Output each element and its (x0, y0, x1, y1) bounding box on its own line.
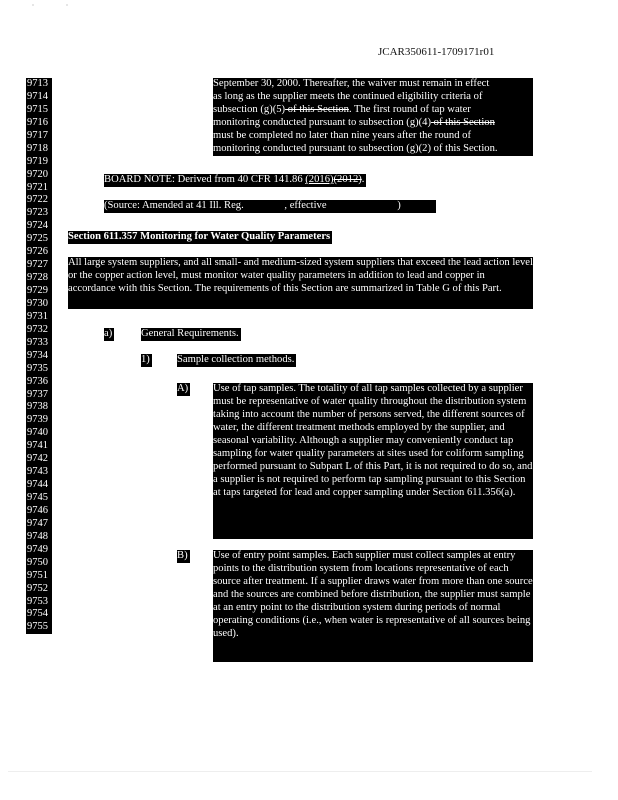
subsection-a-title: General Requirements. (141, 328, 239, 339)
line-number: 9746 (27, 504, 48, 516)
line-number: 9733 (27, 336, 48, 348)
line-number: 9726 (27, 246, 48, 258)
line-number: 9722 (27, 194, 48, 206)
line-number: 9744 (27, 479, 48, 491)
line-number: 9736 (27, 375, 48, 387)
line-number: 9751 (27, 569, 48, 581)
line-number: 9721 (27, 181, 48, 193)
line-number: 9730 (27, 297, 48, 309)
line-number: 9716 (27, 116, 48, 128)
line-number: 9729 (27, 285, 48, 296)
waiver-line (213, 117, 533, 130)
line-number: 9754 (27, 608, 48, 620)
subsection-1-title: Sample collection methods. (177, 354, 295, 365)
line-number: 9732 (27, 323, 48, 335)
subsection-a-label: a) (104, 328, 113, 339)
line-number: 9739 (27, 414, 48, 426)
document-id-header: JCAR350611-1709171r01 (378, 46, 495, 58)
line-number: 9731 (27, 310, 48, 322)
line-number: 9720 (27, 168, 48, 180)
line-number: 9740 (27, 427, 48, 439)
line-number: 9735 (27, 362, 48, 374)
subsection-B-text: Use of entry point samples. Each supplier must collect samples at entry points to the distribution system from locations representative of each source after treatment. If a supplier draws water from more than one source and the sources are combined before distribution, the supplier must sample at an entry point to the distribution system during periods of normal operating conditions (i.e., when water is representative of all sources being used). (213, 550, 533, 662)
waiver-line: must be completed no later than nine years after the round of (213, 129, 471, 141)
board-note-end: . (361, 174, 365, 185)
line-number: 9755 (27, 621, 48, 633)
line-number: 9737 (27, 388, 48, 400)
waiver-line: as long as the supplier meets the continued eligibility criteria of (213, 90, 483, 102)
line-number: 9717 (27, 129, 48, 141)
source-text: , effective (284, 200, 330, 211)
line-number: 9753 (27, 595, 48, 607)
line-number: 9723 (27, 207, 48, 219)
line-number: 9718 (27, 142, 48, 154)
board-note (104, 174, 366, 187)
reference-text: subsection (g)(5) (213, 103, 286, 115)
line-number: 9742 (27, 453, 48, 465)
line-number: 9727 (27, 259, 48, 271)
inserted-year: (2016) (305, 174, 334, 185)
waiver-line (213, 104, 533, 117)
line-number: 9715 (27, 103, 48, 115)
source-note (104, 200, 436, 213)
scan-speck (32, 4, 34, 6)
subsection-A-text: Use of tap samples. The totality of all tap samples collected by a supplier must be representative of water quality throughout the distribution system taking into account the number of persons served, the different sources of water, the different treatment methods employed by the supplier, and seasonal variability. Although a supplier may conveniently conduct tap sampling for water quality parameters at sites used for coliform sampling performed pursuant to Subpart L of this Part, it is not required to do so, and a supplier is not required to perform tap sampling pursuant to this Section at taps targeted for lead and copper sampling under Section 611.356(a). (213, 383, 533, 539)
deleted-year: (2012) (333, 174, 362, 185)
line-number: 9750 (27, 556, 48, 568)
waiver-line: September 30, 2000. Thereafter, the waiver must remain in effect (213, 78, 490, 89)
waiver-paragraph (213, 78, 533, 156)
line-number-gutter (26, 78, 52, 634)
line-number: 9714 (27, 90, 48, 102)
subsection-B-label: B) (177, 550, 188, 561)
waiver-line: monitoring conducted pursuant to subsection (g)(2) of this Section. (213, 142, 498, 154)
intro-paragraph: All large system suppliers, and all small- and medium-sized system suppliers that exceed the lead action level or the copper action level, must monitor water quality parameters in addition to lead and copper in accordance with this Section. The requirements of this Section are summarized in Table G of this Part. (68, 257, 533, 309)
subsection-1-label: 1) (141, 354, 150, 365)
page-bottom-rule (8, 771, 592, 772)
waiver-text: . The first round of tap water (348, 103, 471, 115)
scan-speck (66, 4, 68, 6)
line-number: 9719 (27, 155, 48, 167)
subsection-A-label: A) (177, 383, 189, 394)
line-number: 9747 (27, 517, 48, 529)
deleted-text: of this Section (285, 103, 349, 115)
line-number: 9749 (27, 543, 48, 555)
line-number: 9743 (27, 466, 48, 478)
line-number: 9734 (27, 349, 48, 361)
line-number: 9741 (27, 440, 48, 452)
source-text: ) (397, 200, 401, 211)
line-number: 9724 (27, 220, 48, 232)
source-text: (Source: Amended at 41 Ill. Reg. (104, 200, 247, 211)
line-number: 9738 (27, 401, 48, 413)
line-number: 9725 (27, 233, 48, 245)
line-number: 9745 (27, 492, 48, 503)
line-number: 9752 (27, 582, 48, 594)
line-number: 9748 (27, 530, 48, 542)
reference-text: monitoring conducted pursuant to subsection (g)(4) (213, 116, 432, 128)
deleted-text: of this Section (431, 116, 495, 128)
section-heading: Section 611.357 Monitoring for Water Quality Parameters (68, 231, 331, 242)
line-number: 9728 (27, 272, 48, 284)
board-note-text: BOARD NOTE: Derived from 40 CFR 141.86 (104, 174, 306, 185)
line-number: 9713 (27, 78, 48, 89)
